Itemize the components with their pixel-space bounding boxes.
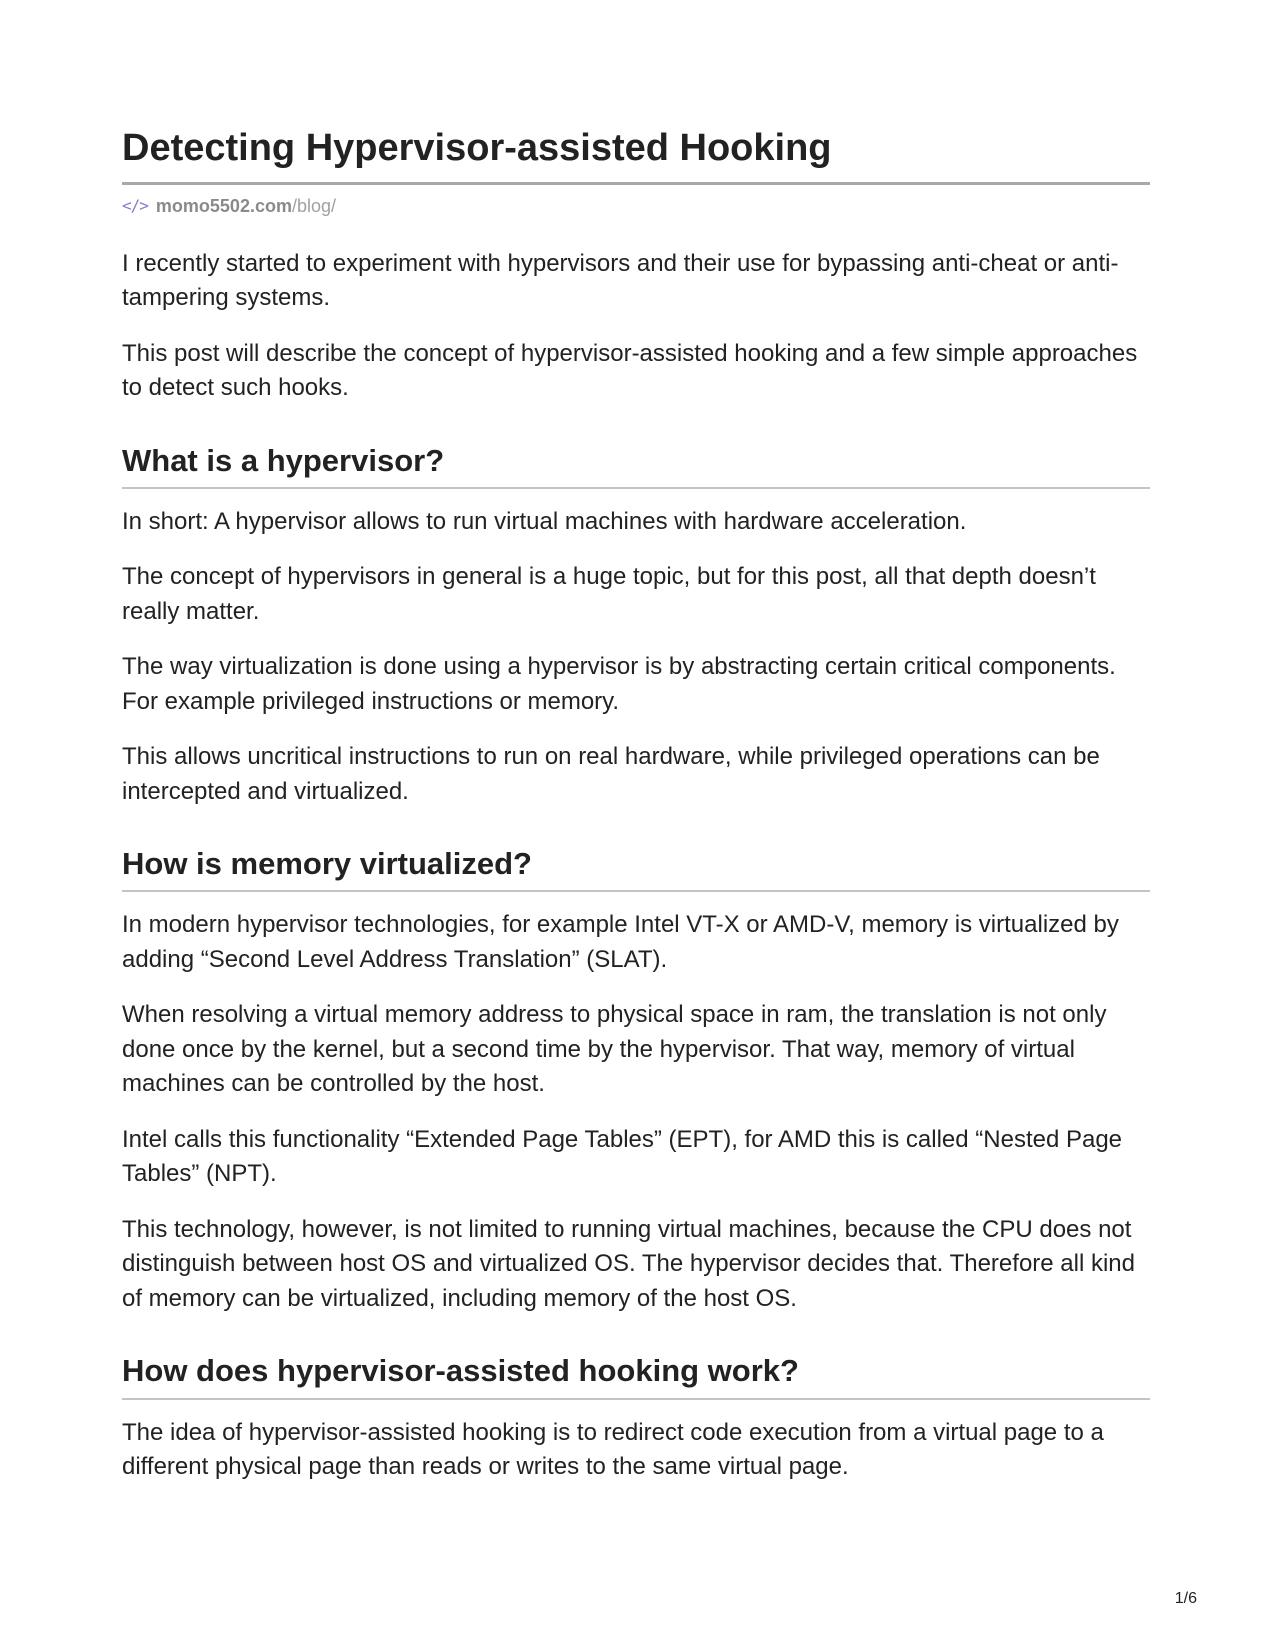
- page-title: Detecting Hypervisor-assisted Hooking: [122, 126, 1150, 185]
- paragraph: This technology, however, is not limited to running virtual machines, because the CPU does not distinguish between host OS and virtualized OS. The hypervisor decides that. Therefore all kind of memory can be virtualized, including memory of the host OS.: [122, 1215, 1136, 1312]
- paragraph: The way virtualization is done using a hypervisor is by abstracting certain critical components. For example privileged instructions or memory.: [122, 653, 1116, 715]
- paragraph: The concept of hypervisors in general is a huge topic, but for this post, all that depth doesn’t really matter.: [122, 563, 1096, 625]
- paragraph: Intel calls this functionality “Extended Page Tables” (EPT), for AMD this is called “Nested Page Tables” (NPT).: [122, 1125, 1123, 1188]
- paragraph: In modern hypervisor technologies, for example Intel VT-X or AMD-V, memory is virtualized by adding “Second Level Address Translation” (SLAT).: [122, 911, 1119, 973]
- article: [122, 118, 1150, 1506]
- section-heading: How does hypervisor-assisted hooking work?: [122, 1352, 1150, 1399]
- source-domain: momo5502.com: [155, 195, 292, 216]
- source-link[interactable]: [122, 195, 1150, 217]
- paragraph: The idea of hypervisor-assisted hooking is to redirect code execution from a virtual page to a different physical page than reads or writes to the same virtual page.: [122, 1418, 1104, 1481]
- section-heading: How is memory virtualized?: [122, 845, 1150, 892]
- page-number: 1/6: [1174, 1590, 1197, 1607]
- paragraph: I recently started to experiment with hypervisors and their use for bypassing anti-cheat or anti-tampering systems.: [122, 249, 1119, 312]
- paragraph: When resolving a virtual memory address to physical space in ram, the translation is not only done once by the kernel, but a second time by the hypervisor. That way, memory of virtual machines can be controlled by the host.: [122, 1001, 1107, 1098]
- section-heading: What is a hypervisor?: [122, 442, 1150, 489]
- source-url: [156, 195, 336, 217]
- source-path: /blog/: [291, 195, 337, 216]
- paragraph: This allows uncritical instructions to run on real hardware, while privileged operations can be intercepted and virtualized.: [122, 743, 1100, 805]
- paragraph: This post will describe the concept of hypervisor-assisted hooking and a few simple approaches to detect such hooks.: [122, 339, 1138, 402]
- paragraph: In short: A hypervisor allows to run virtual machines with hardware acceleration.: [122, 507, 967, 535]
- code-icon: </>: [122, 195, 148, 215]
- article-body: [122, 247, 1150, 1485]
